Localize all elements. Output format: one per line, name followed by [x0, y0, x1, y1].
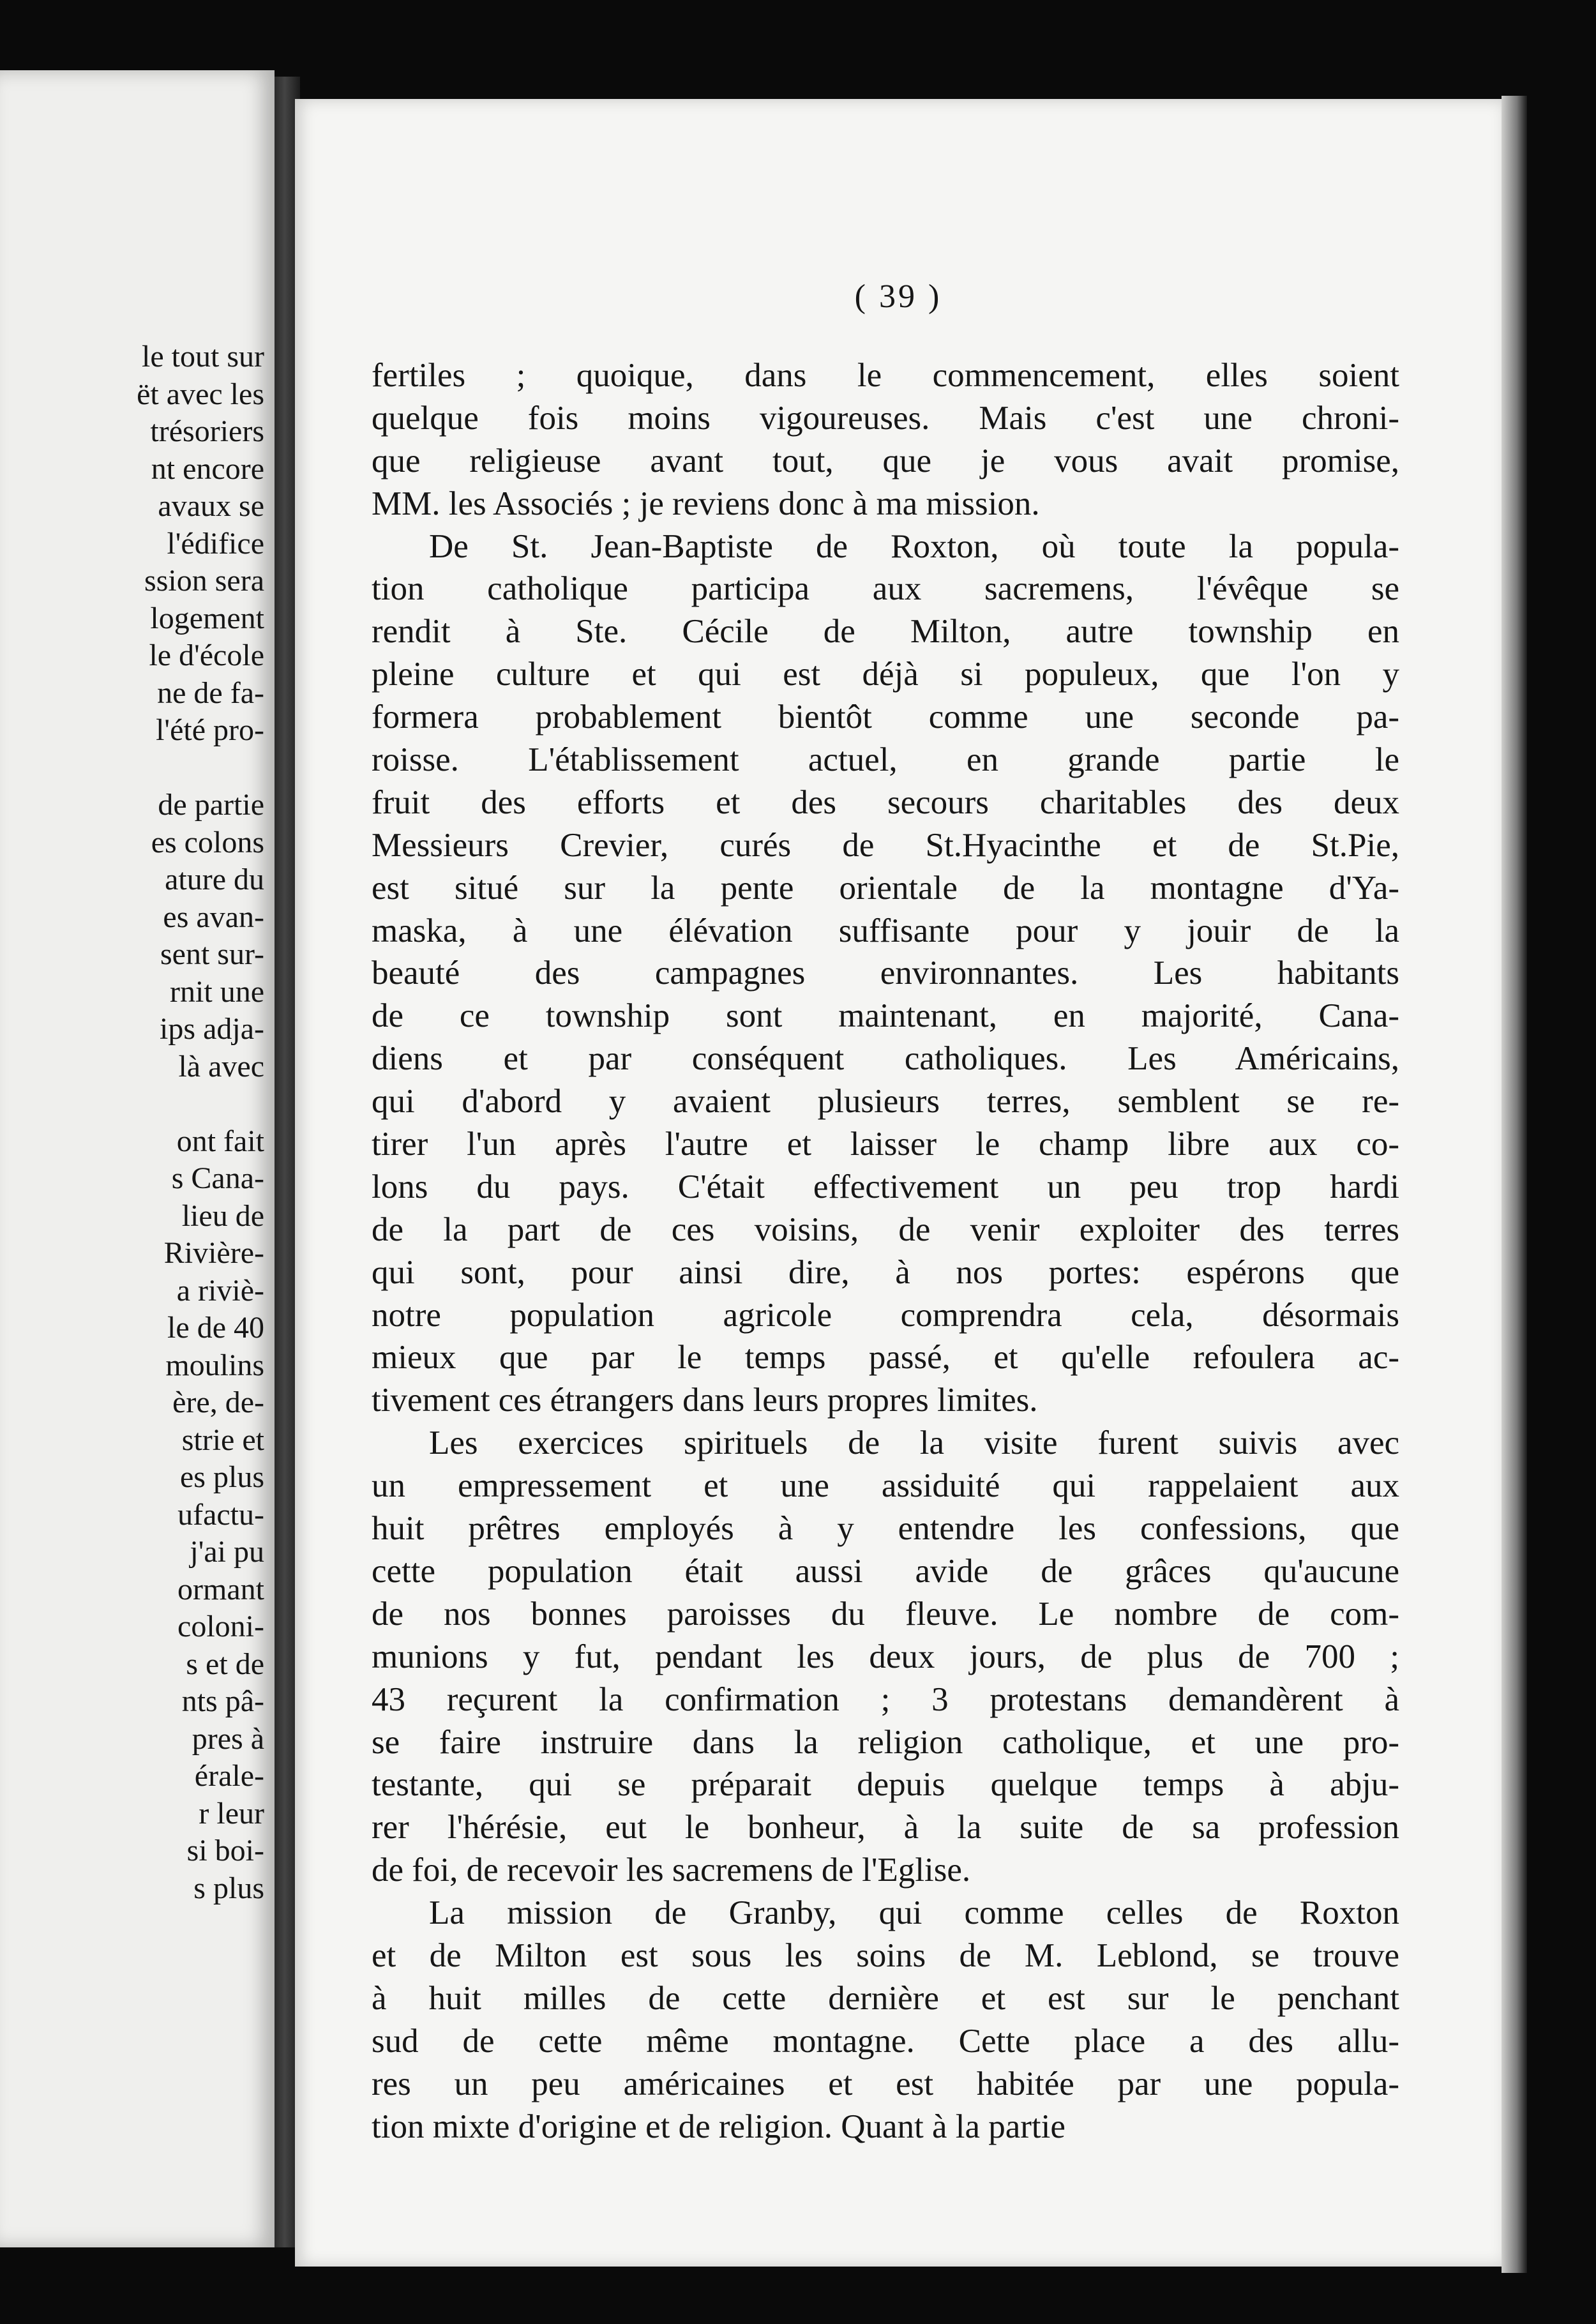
body-text-line: formera probablement bientôt comme une seconde pa- [372, 698, 1399, 736]
left-text-line: Rivière- [163, 1236, 264, 1270]
page-body-text [372, 354, 1399, 2148]
body-text-line: pleine culture et qui est déjà si populeux, que l'on y [372, 656, 1399, 693]
left-text-line: nt encore [151, 451, 264, 486]
left-text-line: ne de fa- [157, 675, 264, 710]
body-text-line: Messieurs Crevier, curés de St.Hyacinthe et de St.Pie, [372, 826, 1399, 864]
left-text-line: logement [150, 601, 264, 635]
left-text-line: le tout sur [142, 340, 264, 374]
left-text-line: es plus [180, 1460, 264, 1494]
body-text-line: un empressement et une assiduité qui rappelaient aux [372, 1467, 1399, 1505]
previous-page-text [0, 338, 268, 1907]
left-text-line: ature du [165, 863, 264, 896]
body-text-line: se faire instruire dans la religion catholique, et une pro- [372, 1723, 1399, 1761]
body-text-line: maska, à une élévation suffisante pour y jouir de la [372, 912, 1399, 949]
body-text-line: tivement ces étrangers dans leurs propres limites. [372, 1382, 1038, 1419]
left-text-line: rnit une [170, 974, 264, 1009]
body-text-line: cette population était aussi avide de grâces qu'aucune [372, 1552, 1399, 1590]
body-text-line: Les exercices spirituels de la visite furent suivis avec [429, 1424, 1399, 1462]
left-text-line: ufactu- [177, 1497, 264, 1532]
body-text-line: munions y fut, pendant les deux jours, de plus de 700 ; [372, 1638, 1399, 1675]
left-text-line: si boi- [186, 1834, 264, 1867]
body-text-line: MM. les Associés ; je reviens donc à ma mission. [372, 485, 1040, 522]
left-text-line: érale- [194, 1759, 264, 1793]
left-text-line: s et de [186, 1647, 264, 1681]
left-text-line: s Cana- [171, 1161, 264, 1195]
page-number: ( 39 ) [854, 278, 942, 315]
body-text-line: diens et par conséquent catholiques. Les Américains, [372, 1040, 1399, 1078]
body-text-line: huit prêtres employés à y entendre les confessions, que [372, 1510, 1399, 1548]
body-text-line: sud de cette même montagne. Cette place a des allu- [372, 2022, 1399, 2060]
left-text-line: le de 40 [167, 1311, 264, 1345]
left-text-line: s plus [193, 1871, 264, 1905]
left-text-line: pres à [192, 1721, 264, 1756]
left-text-line: a riviè- [176, 1273, 264, 1308]
previous-page-fragment [0, 70, 275, 2247]
body-text-line: que religieuse avant tout, que je vous avait promise, [372, 442, 1399, 479]
left-text-line: ormant [177, 1572, 264, 1606]
body-text-line: tion catholique participa aux sacremens, l'évêque se [372, 570, 1399, 608]
body-text-line: tion mixte d'origine et de religion. Quant à la partie [372, 2108, 1065, 2145]
left-text-line: ips adja- [160, 1012, 264, 1046]
left-text-line: de partie [158, 788, 264, 822]
body-text-line: fruit des efforts et des secours charitables des deux [372, 783, 1399, 821]
current-page [295, 99, 1502, 2267]
left-text-line: es colons [151, 825, 264, 859]
left-text-line: es avan- [163, 900, 264, 934]
body-text-line: mieux que par le temps passé, et qu'elle refoulera ac- [372, 1339, 1399, 1377]
left-text-line: trésoriers [150, 414, 264, 448]
body-text-line: qui sont, pour ainsi dire, à nos portes: espérons que [372, 1253, 1399, 1291]
left-text-line: là avec [178, 1049, 264, 1083]
body-text-line: quelque fois moins vigoureuses. Mais c'est une chroni- [372, 399, 1399, 437]
body-text-line: de nos bonnes paroisses du fleuve. Le nombre de com- [372, 1595, 1399, 1633]
body-text-line: qui d'abord y avaient plusieurs terres, semblent se re- [372, 1083, 1399, 1120]
body-text-line: roisse. L'établissement actuel, en grande partie le [372, 741, 1399, 779]
left-text-line: l'été pro- [156, 713, 264, 747]
left-text-line: le d'école [149, 638, 264, 672]
body-text-line: 43 reçurent la confirmation ; 3 protestans demandèrent à [372, 1680, 1399, 1718]
body-text-line: beauté des campagnes environnantes. Les habitants [372, 954, 1399, 992]
body-text-line: notre population agricole comprendra cela, désormais [372, 1296, 1399, 1334]
body-text-line: lons du pays. C'était effectivement un peu trop hardi [372, 1168, 1399, 1205]
left-text-line: nts pâ- [181, 1684, 264, 1718]
body-text-line: rendit à Ste. Cécile de Milton, autre township en [372, 613, 1399, 651]
left-text-line: r leur [199, 1796, 264, 1830]
left-text-line: avaux se [158, 489, 264, 523]
left-text-line: ère, de- [172, 1385, 264, 1419]
left-text-line: sent sur- [160, 937, 264, 971]
body-text-line: de la part de ces voisins, de venir exploiter des terres [372, 1211, 1399, 1248]
left-text-line: ont fait [176, 1124, 264, 1158]
body-text-line: tirer l'un après l'autre et laisser le champ libre aux co- [372, 1126, 1399, 1163]
body-text-line: de foi, de recevoir les sacremens de l'Eglise. [372, 1852, 971, 1889]
body-text-line: La mission de Granby, qui comme celles de Roxton [429, 1894, 1399, 1932]
body-text-line: et de Milton est sous les soins de M. Leblond, se trouve [372, 1936, 1399, 1974]
body-text-line: est situé sur la pente orientale de la montagne d'Ya- [372, 869, 1399, 907]
left-text-line: lieu de [181, 1198, 264, 1233]
left-text-line [0, 1085, 268, 1123]
left-text-line: strie et [181, 1422, 264, 1457]
page-edge [1502, 96, 1527, 2273]
body-text-line: à huit milles de cette dernière et est sur le penchant [372, 1979, 1399, 2017]
body-text-line: res un peu américaines et est habitée par une popula- [372, 2065, 1399, 2102]
body-text-line: testante, qui se préparait depuis quelque temps à abju- [372, 1766, 1399, 1804]
body-text-line: De St. Jean-Baptiste de Roxton, où toute la popula- [429, 527, 1399, 565]
left-text-line: coloni- [177, 1610, 264, 1643]
left-text-line: moulins [165, 1348, 264, 1382]
left-text-line: j'ai pu [190, 1535, 264, 1569]
left-text-line: ssion sera [144, 564, 264, 598]
left-text-line: l'édifice [167, 526, 264, 561]
body-text-line: fertiles ; quoique, dans le commencement, elles soient [372, 357, 1399, 394]
body-text-line: rer l'hérésie, eut le bonheur, à la suite de sa profession [372, 1809, 1399, 1846]
left-text-line: ët avec les [137, 377, 264, 411]
body-text-line: de ce township sont maintenant, en majorité, Cana- [372, 997, 1399, 1035]
left-text-line [0, 750, 268, 787]
